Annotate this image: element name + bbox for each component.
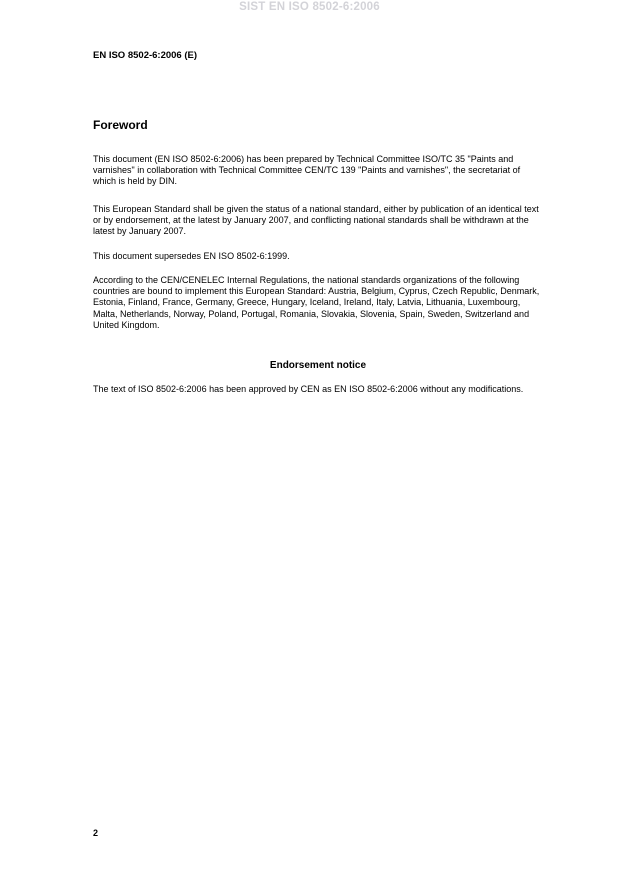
foreword-heading: Foreword (93, 118, 148, 132)
foreword-paragraph: According to the CEN/CENELEC Internal Regulations, the national standards organizations of the following countries are bound to implement this European Standard: Austria, Belgium, Cyprus, Czech Republic, Denmark, Estonia, Finland, France, Germany, Greece, Hungary, Iceland, Ireland, Italy, Latvia, Lithuania, Luxembourg, Malta, Netherlands, Norway, Poland, Portugal, Romania, Slovakia, Slovenia, Spain, Sweden, Switzerland and United Kingdom. (93, 275, 540, 330)
foreword-paragraph: This European Standard shall be given the status of a national standard, either by publication of an identical text or by endorsement, at the latest by January 2007, and conflicting national standards shall be withdrawn at the latest by January 2007. (93, 204, 539, 237)
foreword-paragraph: This document (EN ISO 8502-6:2006) has been prepared by Technical Committee ISO/TC 35 "Paints and varnishes" in collaboration with Technical Committee CEN/TC 139 "Paints and varnishes", the secretariat of which is held by DIN. (93, 154, 521, 187)
endorsement-paragraph: The text of ISO 8502-6:2006 has been approved by CEN as EN ISO 8502-6:2006 without any modifications. (93, 384, 524, 394)
page-number: 2 (93, 828, 99, 838)
watermark: SIST EN ISO 8502-6:2006 (239, 1, 380, 13)
document-identifier: EN ISO 8502-6:2006 (E) (93, 50, 198, 61)
endorsement-heading: Endorsement notice (269, 360, 367, 371)
foreword-paragraph: This document supersedes EN ISO 8502-6:1999. (93, 251, 290, 261)
